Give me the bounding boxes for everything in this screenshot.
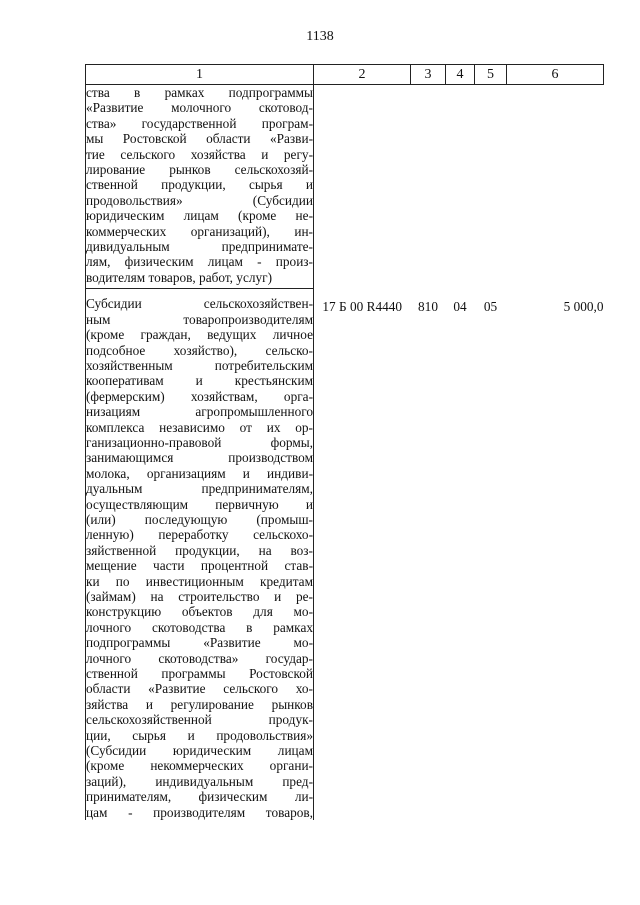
- row-description: [86, 85, 314, 289]
- description-line: (Субсидии юридическим лицам: [86, 743, 313, 759]
- description-line: конструкцию объектов для мо-: [86, 604, 313, 620]
- description-line: комплекса независимо от их ор-: [86, 419, 313, 435]
- description-line: осуществляющим первичную и: [86, 496, 313, 512]
- column-header: 5: [475, 65, 507, 85]
- row-amount: [507, 85, 604, 289]
- description-line: (кроме некоммерческих органи-: [86, 758, 313, 774]
- description-line: ным товаропроизводителям: [86, 311, 313, 327]
- description-line: лочного скотоводства в рамках: [86, 619, 313, 635]
- row-col3: [411, 85, 446, 289]
- description-line: ленную) переработку сельскохо-: [86, 527, 313, 543]
- description-line: мещение части процентной став-: [86, 558, 313, 574]
- description-line: кооперативам и крестьянским: [86, 373, 313, 389]
- description-line: ства» государственной програм-: [86, 115, 313, 131]
- description-line: лям, физическим лицам - произ-: [86, 254, 313, 270]
- description-line: коммерческих организаций), ин-: [86, 223, 313, 239]
- description-line: лирование рынков сельскохозяй-: [86, 162, 313, 178]
- row-col4: [446, 85, 475, 289]
- description-line: ственной программы Ростовской: [86, 666, 313, 682]
- description-line: Субсидии сельскохозяйствен-: [86, 296, 313, 312]
- table-row: [86, 85, 604, 289]
- description-line: «Развитие молочного скотовод-: [86, 100, 313, 116]
- description-line: низациям агропромышленного: [86, 404, 313, 420]
- description-line: цам - производителям товаров,: [86, 804, 313, 820]
- row-amount: 5 000,0: [563, 298, 604, 314]
- row-col3: 810: [418, 298, 438, 314]
- description-line: продовольствия» (Субсидии: [86, 192, 313, 208]
- description-line: молока, организациям и индиви-: [86, 465, 313, 481]
- description-line: тие сельского хозяйства и регу-: [86, 146, 313, 162]
- row-col5: 05: [483, 298, 498, 314]
- description-line: сельскохозяйственной продук-: [86, 712, 313, 728]
- column-header: 2: [314, 65, 411, 85]
- description-line: области «Развитие сельского хо-: [86, 681, 313, 697]
- description-line: подсобное хозяйство), сельско-: [86, 342, 313, 358]
- description-line: ции, сырья и продовольствия»: [86, 727, 313, 743]
- column-header: 3: [411, 65, 446, 85]
- description-line: занимающимся производством: [86, 450, 313, 466]
- description-line: дуальным предпринимателям,: [86, 481, 313, 497]
- description-line: зяйства и регулирование рынков: [86, 696, 313, 712]
- table-row: [86, 289, 604, 820]
- description-line: дивидуальным предпринимате-: [86, 239, 313, 255]
- description-line: мы Ростовской области «Разви-: [86, 131, 313, 147]
- description-line: заций), индивидуальным пред-: [86, 773, 313, 789]
- column-header: 4: [446, 65, 475, 85]
- description-line: водителям товаров, работ, услуг): [86, 269, 273, 285]
- description-line: юридическим лицам (кроме не-: [86, 208, 313, 224]
- description-line: хозяйственным потребительским: [86, 357, 313, 373]
- description-line: ственной продукции, сырья и: [86, 177, 313, 193]
- table-header-row: [86, 65, 604, 85]
- description-line: ства в рамках подпрограммы: [86, 85, 313, 100]
- column-header: 1: [86, 65, 314, 85]
- row-col4: 04: [453, 298, 467, 314]
- row-col5: [475, 85, 507, 289]
- description-line: принимателям, физическим ли-: [86, 789, 313, 805]
- description-line: ки по инвестиционным кредитам: [86, 573, 313, 589]
- page-number: 1138: [306, 29, 334, 44]
- row-description: [86, 289, 314, 820]
- column-header: 6: [507, 65, 604, 85]
- description-line: (займам) на строительство и ре-: [86, 589, 313, 604]
- row-code: [314, 85, 411, 289]
- description-line: зяйственной продукции, на воз-: [86, 542, 313, 558]
- description-line: ганизационно-правовой формы,: [86, 434, 313, 450]
- description-line: (фермерским) хозяйствам, орга-: [86, 388, 313, 404]
- row-code: 17 Б 00 R4440: [322, 298, 403, 314]
- description-line: подпрограммы «Развитие мо-: [86, 635, 313, 651]
- description-line: (кроме граждан, ведущих личное: [86, 327, 313, 343]
- description-line: лочного скотоводства» государ-: [86, 650, 313, 666]
- budget-table: [85, 64, 604, 820]
- description-line: (или) последующую (промыш-: [86, 511, 313, 527]
